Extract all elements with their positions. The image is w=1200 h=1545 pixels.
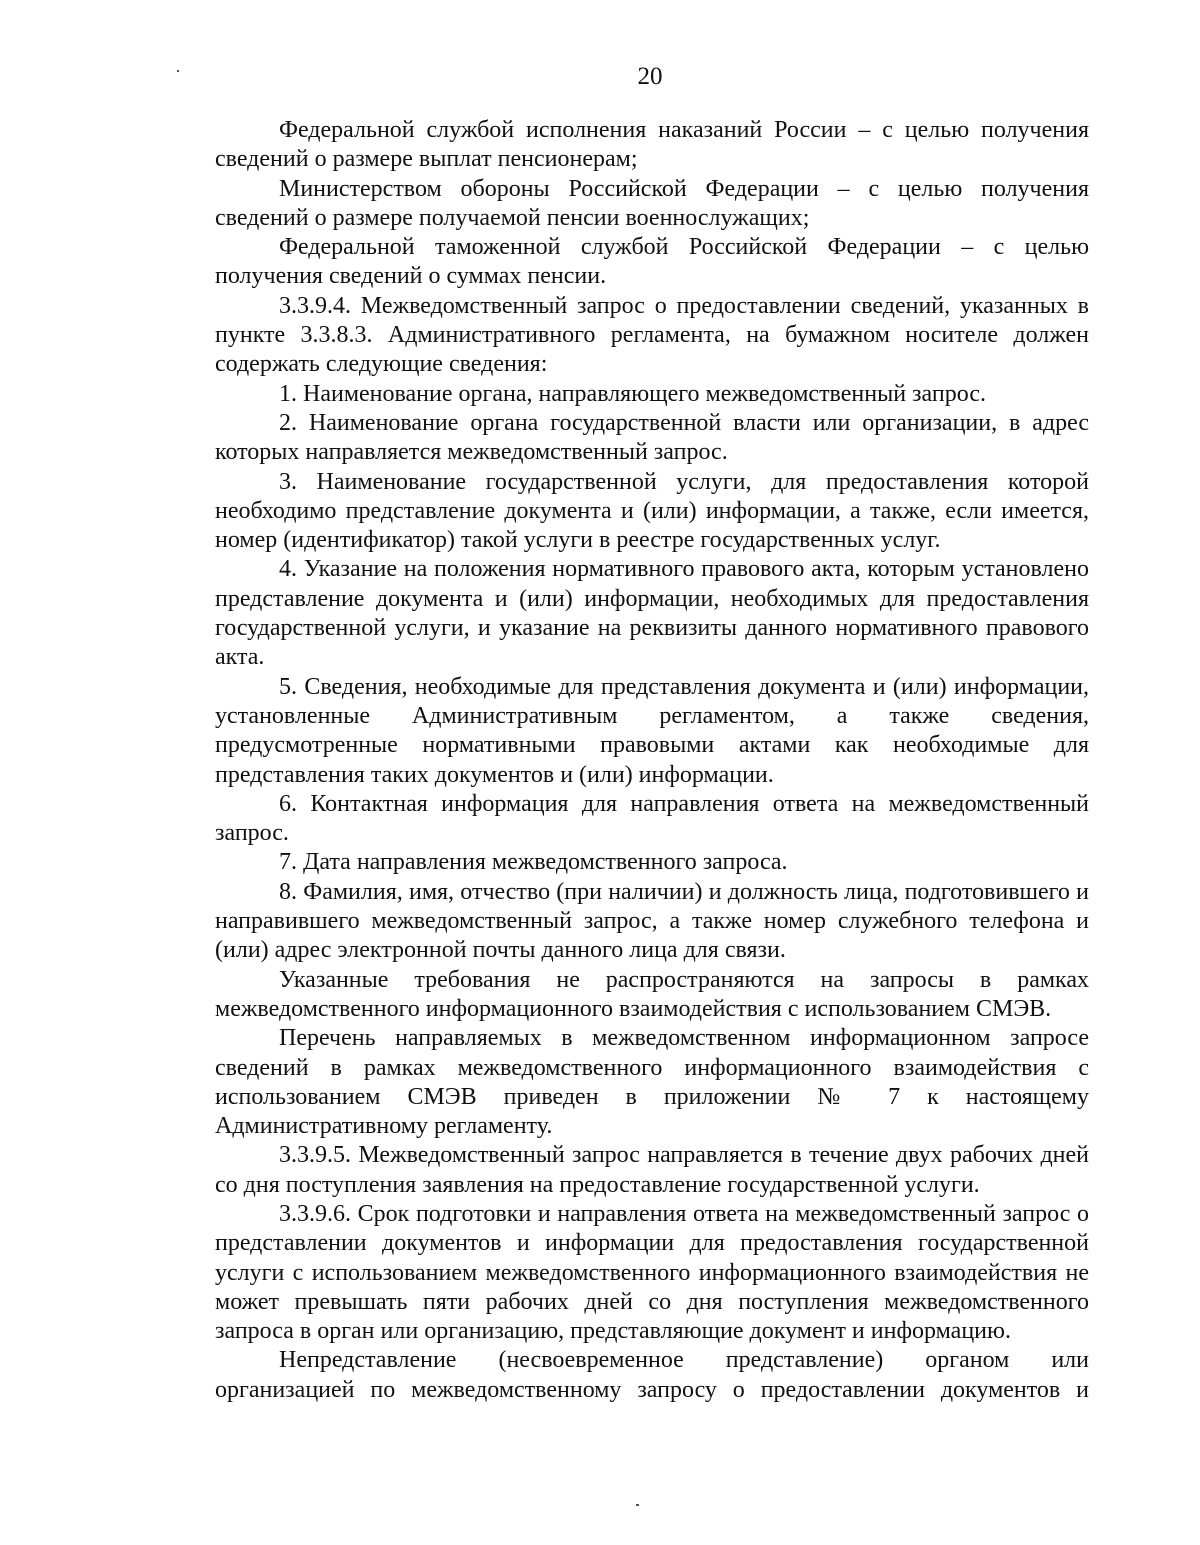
paragraph: 3.3.9.6. Срок подготовки и направления ответа на межведомственный запрос о представлении документов и информации для предоставления государственной услуги с использованием межведомственного информационного взаимодействия не может превышать пяти рабочих дней со дня поступления межведомственного запроса в орган или организацию, представляющие документ и информацию. bbox=[215, 1200, 1089, 1345]
paragraph: Перечень направляемых в межведомственном информационном запросе сведений в рамках межведомственного информационного взаимодействия с использованием СМЭВ приведен в приложении № 7 к настоящему Административному регламенту. bbox=[215, 1025, 1089, 1140]
paragraph: Федеральной службой исполнения наказаний России – с целью получения сведений о размере выплат пенсионерам; bbox=[215, 117, 1089, 173]
document-body bbox=[215, 116, 1089, 1405]
list-item: 3. Наименование государственной услуги, для предоставления которой необходимо представление документа и (или) информации, а также, если имеется, номер (идентификатор) такой услуги в реестре государственных услуг. bbox=[215, 468, 1089, 554]
paragraph: 3.3.9.4. Межведомственный запрос о предоставлении сведений, указанных в пункте 3.3.8.3. Административного регламента, на бумажном носителе должен содержать следующие сведения: bbox=[215, 292, 1089, 378]
paragraph: Указанные требования не распространяются на запросы в рамках межведомственного информационного взаимодействия с использованием СМЭВ. bbox=[215, 966, 1089, 1022]
list-item: 1. Наименование органа, направляющего межведомственный запрос. bbox=[279, 380, 986, 407]
list-item: 6. Контактная информация для направления ответа на межведомственный запрос. bbox=[215, 790, 1089, 847]
list-item: 2. Наименование органа государственной власти или организации, в адрес которых направляется межведомственный запрос. bbox=[215, 409, 1089, 466]
list-item: 7. Дата направления межведомственного запроса. bbox=[279, 849, 788, 876]
list-item: 4. Указание на положения нормативного правового акта, которым установлено представление документа и (или) информации, необходимых для предоставления государственной услуги, и указание на реквизиты данного нормативного правового акта. bbox=[215, 556, 1089, 671]
paragraph: Федеральной таможенной службой Российской Федерации – с целью получения сведений о суммах пенсии. bbox=[215, 234, 1089, 290]
list-item: 5. Сведения, необходимые для представления документа и (или) информации, установленные Административным регламентом, а также сведения, предусмотренные нормативными правовыми актами как необходимые для представления таких документов и (или) информации. bbox=[215, 673, 1089, 788]
paragraph: Министерством обороны Российской Федерации – с целью получения сведений о размере получаемой пенсии военнослужащих; bbox=[215, 175, 1089, 231]
paragraph: 3.3.9.5. Межведомственный запрос направляется в течение двух рабочих дней со дня поступления заявления на предоставление государственной услуги. bbox=[215, 1142, 1089, 1198]
scan-speck bbox=[636, 1504, 639, 1506]
paragraph: Непредставление (несвоевременное представление) органом или организацией по межведомственному запросу о предоставлении документов и bbox=[215, 1347, 1089, 1403]
scan-speck bbox=[177, 70, 179, 72]
page-number: 20 bbox=[637, 63, 663, 90]
list-item: 8. Фамилия, имя, отчество (при наличии) и должность лица, подготовившего и направившего межведомственный запрос, а также номер служебного телефона и (или) адрес электронной почты данного лица для связи. bbox=[215, 878, 1089, 964]
